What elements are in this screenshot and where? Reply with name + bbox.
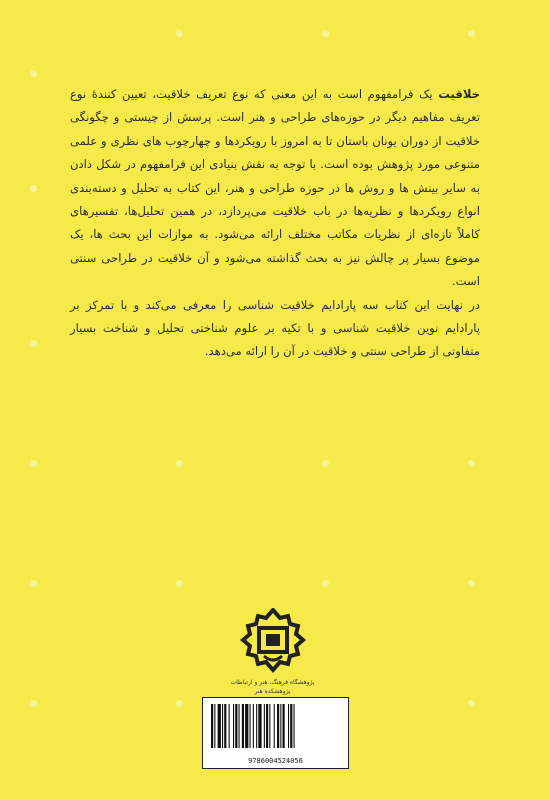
publisher-logo: [228, 608, 318, 680]
decorative-dot: [468, 700, 475, 707]
barcode-stripe: [239, 704, 240, 748]
publisher-name-line-2: پژوهشکده هنر: [254, 688, 291, 695]
barcode-stripe: [214, 704, 215, 748]
description-paragraph-2: در نهایت این کتاب سه پارادایم خلاقیت شناسی را معرفی می‌کند و با تمرکز بر پارادایم نوین خلاقیت شناسی و با تکیه بر علوم شناختی تحلیل و شناخت بسیار متفاوتی از طراحی سنتی و خلاقیت در آن را ارائه می‌دهد.: [70, 297, 480, 359]
decorative-dot: [322, 30, 329, 37]
barcode-stripe: [222, 704, 223, 748]
decorative-dot: [176, 460, 183, 467]
barcode-stripe: [250, 704, 251, 748]
barcode-stripe: [258, 704, 261, 748]
barcode-stripe: [274, 704, 275, 748]
decorative-dot: [468, 30, 475, 37]
decorative-dot: [30, 700, 37, 707]
isbn-number: 9786004524056: [248, 757, 303, 765]
publisher-name-line-1: پژوهشگاه فرهنگ، هنر و ارتباطات: [230, 679, 315, 686]
barcode-stripe: [218, 704, 221, 748]
description-paragraph-1: [70, 83, 480, 294]
barcode-stripe: [264, 704, 265, 748]
barcode-stripe: [290, 704, 292, 748]
decorative-dot: [30, 580, 37, 587]
decorative-dot: [468, 460, 475, 467]
barcode-stripe: [288, 704, 289, 748]
decorative-dot: [30, 340, 37, 347]
decorative-dot: [322, 460, 329, 467]
barcode-stripe: [269, 704, 270, 748]
decorative-dot: [30, 460, 37, 467]
book-description: [70, 83, 480, 364]
paragraph-1-text: یک فرامفهوم است به این معنی که نوع تعریف خلاقیت، تعیین کنندهٔ نوع تعریف مفاهیم دیگر در حوزه‌های طراحی و هنر است. پرسش از چیستی و چگونگی خلاقیت از دوران یونان باستان تا به امروز با رویکردها و چهارچوب های نظری و علمی متنوعی مورد پژوهش بوده است. با توجه به نقش بنیادی این فرامفهوم در شکل دادن به سایر بینش ها و روش ها در حوزه طراحی و هنر، این کتاب به تحلیل و دسته‌بندی انواع رویکردها و نظریه‌ها در باب خلاقیت می‌پردازد، در همین تحلیل‌ها، تفسیرهای کاملاً تازه‌ای از نظریات مکاتب مختلف ارائه می‌شود. به موازات این بحث ها، یک موضوع بسیار پر چالش نیز به بحث گذاشته می‌شود و آن خلاقیت در طراحی سنتی است.: [70, 87, 480, 289]
decorative-dot: [322, 580, 329, 587]
decorative-dot: [176, 30, 183, 37]
isbn-barcode: [202, 697, 349, 769]
barcode-stripe: [294, 704, 295, 748]
barcode-stripe: [235, 704, 237, 748]
barcode-stripe: [245, 704, 248, 748]
barcode-stripe: [229, 704, 230, 748]
barcode-stripe: [211, 704, 213, 748]
decorative-dot: [30, 185, 37, 192]
barcode-stripe: [256, 704, 257, 748]
barcode-bars: [203, 698, 348, 754]
barcode-stripe: [277, 704, 279, 748]
barcode-stripe: [233, 704, 234, 748]
barcode-stripe: [280, 704, 281, 748]
decorative-dot: [176, 700, 183, 707]
barcode-stripe: [283, 704, 285, 748]
lead-word: خلاقیت: [438, 87, 481, 101]
barcode-stripe: [242, 704, 244, 748]
barcode-stripe: [253, 704, 254, 748]
publisher-name: [210, 678, 335, 696]
decorative-dot: [468, 580, 475, 587]
barcode-stripe: [224, 704, 226, 748]
barcode-stripe: [266, 704, 268, 748]
decorative-dot: [176, 580, 183, 587]
decorative-dot: [30, 70, 37, 77]
